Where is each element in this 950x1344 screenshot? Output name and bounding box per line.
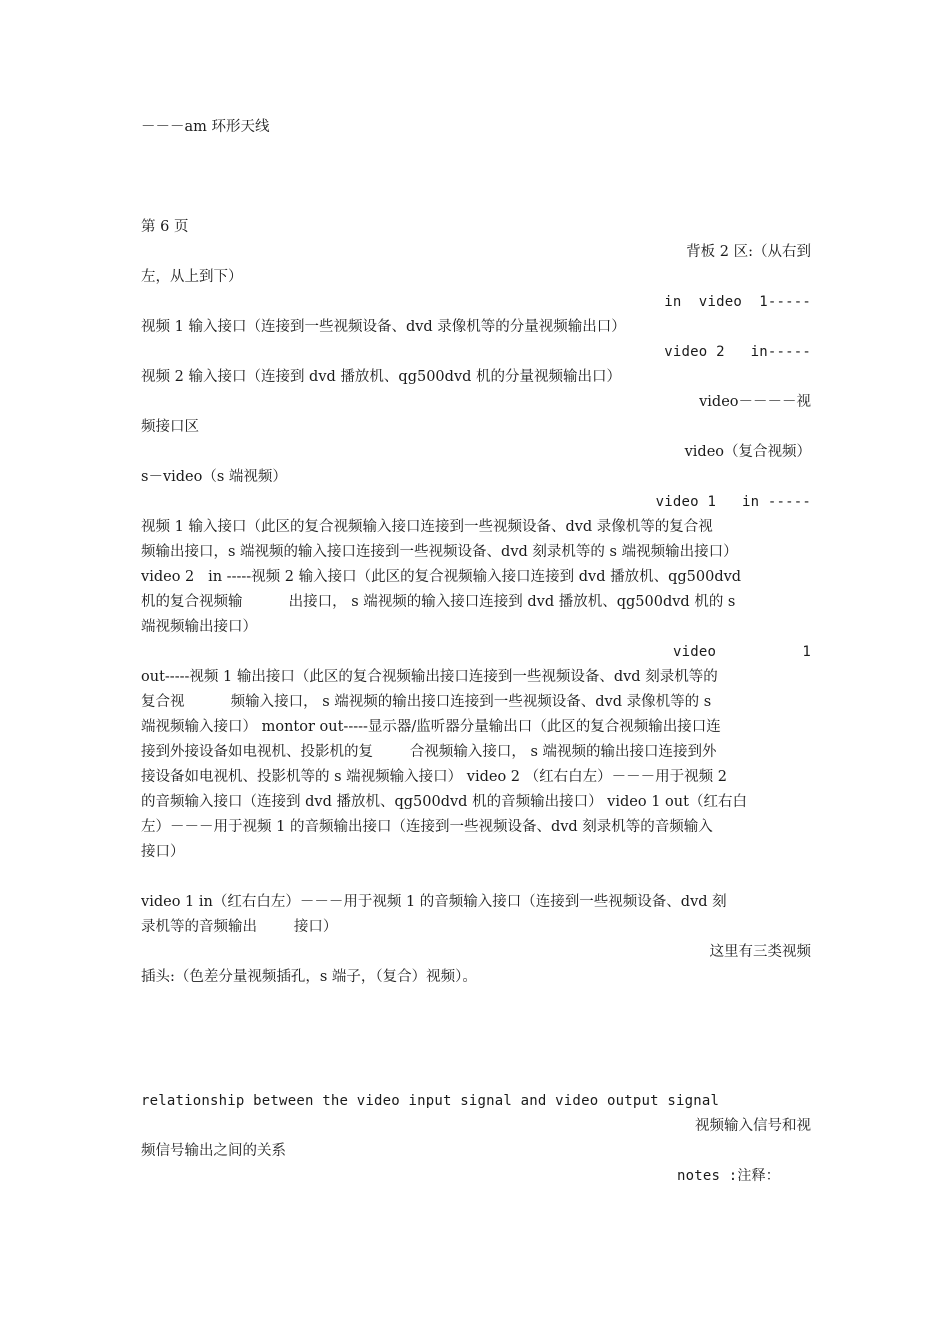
text-line: video－－－－视 [699,394,811,410]
text-line: 插头:（色差分量视频插孔，s 端子，（复合）视频）。 [141,969,477,985]
antenna-line: －－－am 环形天线 [141,119,270,135]
text-line: video 1 in（红右白左）－－－用于视频 1 的音频输入接口（连接到一些视频设备、dvd 刻 [141,894,727,910]
section-heading-en: relationship between the video input signal and video output signal [141,1093,720,1109]
text-line: 接口） [141,844,185,860]
text-line: 接设备如电视机、投影机等的 s 端视频输入接口） video 2 （红右白左）－－－用于视频 2 [141,769,727,785]
text-line: 端视频输入接口） montor out-----显示器/监听器分量输出口（此区的复合视频输出接口连 [141,719,721,735]
notes-label: notes :注释： [677,1168,781,1184]
text-line: 机的复合视频输 出接口， s 端视频的输入接口连接到 dvd 播放机、qg500dvd 机的 s [141,594,736,610]
text-line: 复合视 频输入接口， s 端视频的输出接口连接到一些视频设备、dvd 录像机等的 s [141,694,712,710]
page-label: 第 6 页 [141,219,189,235]
text-line: video 1 in ----- [655,494,811,510]
text-line: 的音频输入接口（连接到 dvd 播放机、qg500dvd 机的音频输出接口） video 1 out（红右白 [141,794,747,810]
text-line: video（复合视频） [684,444,811,460]
text-line: video 2 in -----视频 2 输入接口（此区的复合视频输入接口连接到 dvd 播放机、qg500dvd [141,569,742,585]
text-line: 频接口区 [141,419,199,435]
text-line: out-----视频 1 输出接口（此区的复合视频输出接口连接到一些视频设备、dvd 刻录机等的 [141,669,718,685]
text-line: 左）－－－用于视频 1 的音频输出接口（连接到一些视频设备、dvd 刻录机等的音频输入 [141,819,713,835]
section-heading-zh: 视频输入信号和视 [695,1118,811,1134]
text-line: 背板 2 区:（从右到 [686,244,811,260]
text-line: s－video（s 端视频） [141,469,287,485]
text-line: video 1 [672,644,811,660]
text-line: 视频 2 输入接口（连接到 dvd 播放机、qg500dvd 机的分量视频输出口） [141,369,622,385]
text-line: in video 1----- [664,294,811,310]
text-line: 频信号输出之间的关系 [141,1143,286,1159]
text-line: video 2 in----- [664,344,811,360]
text-line: 频输出接口，s 端视频的输入接口连接到一些视频设备、dvd 刻录机等的 s 端视频输出接口） [141,544,738,560]
text-line: 录机等的音频输出 接口） [141,919,338,935]
text-line: 视频 1 输入接口（连接到一些视频设备、dvd 录像机等的分量视频输出口） [141,319,626,335]
text-line: 端视频输出接口） [141,619,257,635]
text-line: 视频 1 输入接口（此区的复合视频输入接口连接到一些视频设备、dvd 录像机等的复合视 [141,519,713,535]
text-line: 接到外接设备如电视机、投影机的复 合视频输入接口， s 端视频的输出接口连接到外 [141,744,717,760]
text-line: 左，从上到下） [141,269,243,285]
text-line: 这里有三类视频 [709,944,811,960]
